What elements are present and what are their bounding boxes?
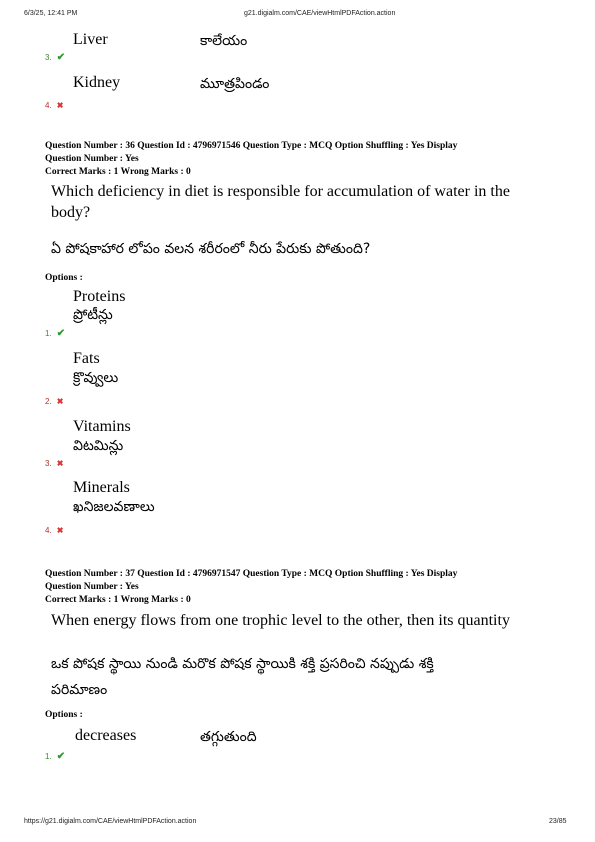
option-te: తగ్గుతుంది <box>200 729 257 745</box>
options-label: Options : <box>45 710 83 720</box>
header-url: g21.digialm.com/CAE/viewHtmlPDFAction.action <box>244 10 396 17</box>
question-marks: Correct Marks : 1 Wrong Marks : 0 <box>45 167 191 177</box>
question-meta <box>45 140 565 179</box>
option-num: 1. <box>45 752 52 761</box>
option-en: decreases <box>75 727 137 744</box>
option-en: Fats <box>73 350 100 367</box>
option-te: విటమిన్లు <box>73 438 124 454</box>
option-te: క్రొవ్వులు <box>73 370 119 386</box>
question-text-te-line1: ఒక పోషక స్థాయి నుండి మరొక పోషక స్థాయికి శక్తి ప్రసరించి నప్పుడు శక్తి <box>51 656 434 672</box>
option-number <box>45 744 65 763</box>
option-number <box>45 451 63 470</box>
question-text-te: ఏ పోషకాహార లోపం వలన శరీరంలో నీరు పేరుకు పోతుంది? <box>51 241 371 257</box>
cross-icon: ✖ <box>56 525 64 535</box>
check-icon: ✔ <box>56 52 66 63</box>
options-label: Options : <box>45 273 83 283</box>
question-text-en: Which deficiency in diet is responsible for accumulation of water in the body? <box>51 183 510 221</box>
option-number <box>45 389 63 408</box>
option-num: 4. <box>45 526 52 535</box>
option-en: Minerals <box>73 479 130 496</box>
option-num: 2. <box>45 397 52 406</box>
question-marks: Correct Marks : 1 Wrong Marks : 0 <box>45 595 191 605</box>
option-en: Proteins <box>73 288 126 305</box>
question-text-en: When energy flows from one trophic level to the other, then its quantity <box>51 612 510 629</box>
option-te: మూత్రపిండం <box>200 76 270 92</box>
option-num: 3. <box>45 53 52 62</box>
option-number <box>45 93 63 112</box>
page-number: 23/85 <box>549 818 567 825</box>
cross-icon: ✖ <box>56 396 64 406</box>
option-num: 4. <box>45 101 52 110</box>
question-meta-line1: Question Number : 37 Question Id : 4796971547 Question Type : MCQ Option Shuffling : Yes Display <box>45 569 458 579</box>
option-te: ఖనిజలవణాలు <box>73 499 155 515</box>
check-icon: ✔ <box>56 328 66 339</box>
option-num: 3. <box>45 459 52 468</box>
option-en: Liver <box>73 31 108 48</box>
option-number <box>45 45 65 64</box>
question-text-te-line2: పరిమాణం <box>51 682 108 698</box>
option-number <box>45 321 65 340</box>
option-en: Vitamins <box>73 418 131 435</box>
option-te: కాలేయం <box>200 33 248 49</box>
check-icon: ✔ <box>56 751 66 762</box>
header-datetime: 6/3/25, 12:41 PM <box>24 10 78 17</box>
question-meta-line2: Question Number : Yes <box>45 582 139 592</box>
question-meta-line1: Question Number : 36 Question Id : 4796971546 Question Type : MCQ Option Shuffling : Yes Display <box>45 141 458 151</box>
option-en: Kidney <box>73 74 121 91</box>
option-num: 1. <box>45 329 52 338</box>
cross-icon: ✖ <box>56 100 64 110</box>
cross-icon: ✖ <box>56 458 64 468</box>
option-number <box>45 518 63 537</box>
question-meta <box>45 568 565 607</box>
question-meta-line2: Question Number : Yes <box>45 154 139 164</box>
footer-url: https://g21.digialm.com/CAE/viewHtmlPDFAction.action <box>24 818 197 825</box>
option-te: ప్రోటీన్లు <box>73 307 113 323</box>
